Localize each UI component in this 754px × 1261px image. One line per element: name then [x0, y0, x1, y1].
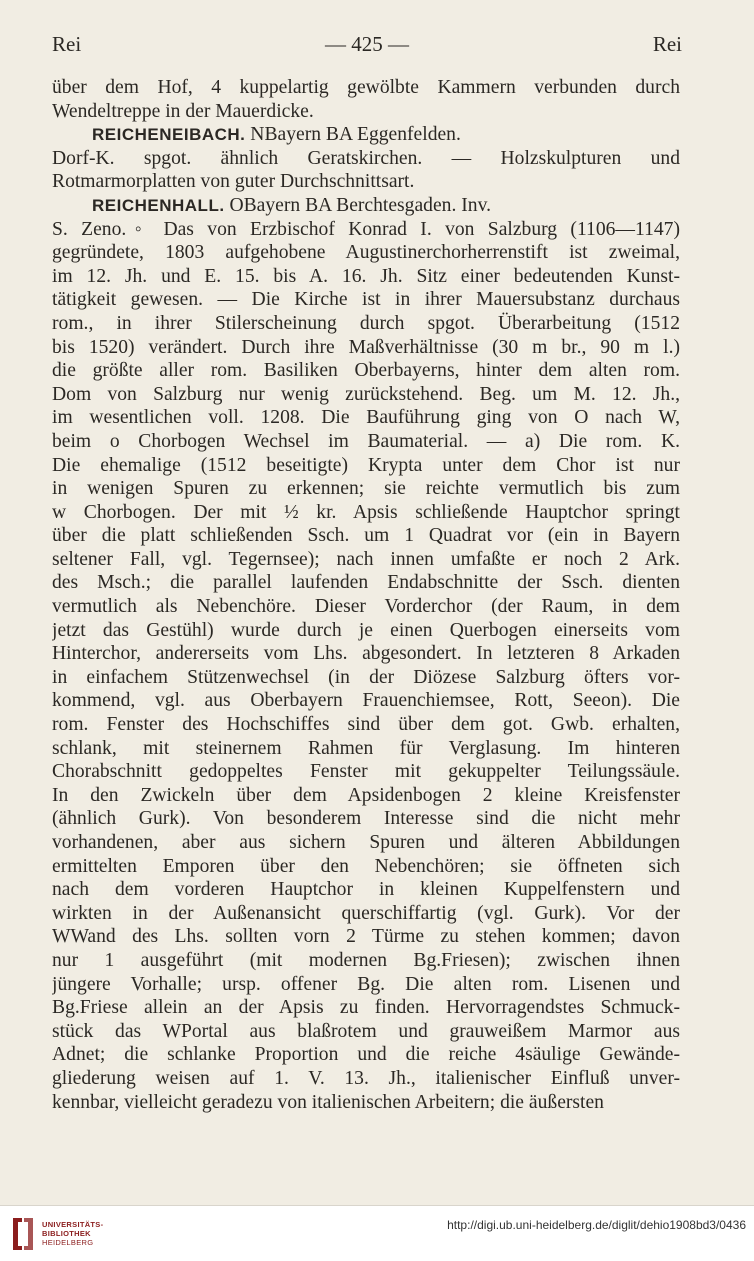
header-left-keyword: Rei	[52, 32, 82, 56]
text-line: rom., in ihrer Stilerscheinung durch spgot. Überarbeitung (1512	[52, 312, 680, 334]
text-line: nach dem vorderen Hauptchor in kleinen Kuppelfenstern und	[52, 879, 680, 901]
digitization-footer	[0, 1205, 754, 1261]
text-line: seltener Fall, vgl. Tegernsee); nach innen umfaßte er noch 2 Ark.	[52, 548, 680, 570]
text-line: nur 1 ausgeführt (mit modernen Bg.Friesen); zwischen ihnen	[52, 949, 680, 971]
text-line: jetzt das Gestühl) wurde durch je einen Querbogen einerseits vom	[52, 619, 680, 641]
text-line: Bg.Friese allein an der Apsis zu finden. Hervorragendstes Schmuck-	[52, 997, 680, 1019]
entry-heading-reichenhall: REICHENHALL. OBayern BA Berchtesgaden. Inv.	[92, 194, 492, 216]
text-line: WWand des Lhs. sollten vorn 2 Türme zu stehen kommen; davon	[52, 926, 680, 948]
text-line: S. Zeno.◦ Das von Erzbischof Konrad I. von Salzburg (1106—1147)	[52, 218, 680, 240]
text-line: wirkten in der Außenansicht querschiffartig (vgl. Gurk). Vor der	[52, 902, 680, 924]
text-line: Die ehemalige (1512 beseitigte) Krypta unter dem Chor ist nur	[52, 454, 680, 476]
text-line: gliederung weisen auf 1. V. 13. Jh., italienischer Einfluß unver-	[52, 1067, 680, 1089]
text-line: Wendeltreppe in der Mauerdicke.	[52, 100, 314, 122]
text-line: vorhandenen, aber aus sichern Spuren und älteren Abbildungen	[52, 832, 680, 853]
entry-heading-reicheneibach: REICHENEIBACH. NBayern BA Eggenfelden.	[92, 124, 461, 146]
text-line: In den Zwickeln über dem Apsidenbogen 2 kleine Kreisfenster	[52, 784, 680, 806]
text-line: kommend, vgl. aus Oberbayern Frauenchiemsee, Rott, Seeon). Die	[52, 690, 680, 712]
text-line: über dem Hof, 4 kuppelartig gewölbte Kammern verbunden durch	[52, 77, 680, 98]
text-line: w Chorbogen. Der mit ½ kr. Apsis schließende Hauptchor springt	[52, 501, 680, 523]
header-right-keyword: Rei	[652, 32, 682, 56]
text-line: Hinterchor, andererseits vom Lhs. abgesondert. In letzteren 8 Arkaden	[52, 643, 680, 665]
text-line: die größte aller rom. Basiliken Oberbayerns, hinter dem alten rom.	[52, 360, 680, 382]
page-number: — 425 —	[325, 32, 409, 56]
text-line: ermittelten Emporen über den Nebenchören; sie öffneten sich	[52, 855, 680, 877]
text-line: gegründete, 1803 aufgehobene Augustinerchorherrenstift ist zweimal,	[52, 242, 680, 264]
text-line: vermutlich als Nebenchöre. Dieser Vorderchor (der Raum, in dem	[52, 596, 680, 618]
running-header	[52, 32, 682, 62]
text-line: bis 1520) verändert. Durch ihre Maßverhältnisse (30 m br., 90 m l.)	[52, 336, 680, 358]
text-line: beim o Chorbogen Wechsel im Baumaterial. — a) Die rom. K.	[52, 430, 680, 452]
text-line: Dorf-K. spgot. ähnlich Geratskirchen. — Holzskulpturen und	[52, 147, 680, 169]
university-library-logo-icon	[10, 1216, 36, 1252]
body-text	[52, 76, 680, 1114]
text-line: Rotmarmorplatten von guter Durchschnittsart.	[52, 171, 415, 193]
text-line: Adnet; die schlanke Proportion und die reiche 4säulige Gewände-	[52, 1044, 680, 1066]
text-line: stück das WPortal aus blaßrotem und grauweißem Marmor aus	[52, 1020, 680, 1042]
text-line: tätigkeit gewesen. — Die Kirche ist in ihrer Mauersubstanz durchaus	[52, 289, 680, 311]
text-line: im 12. Jh. und E. 15. bis A. 16. Jh. Sitz einer bedeutenden Kunst-	[52, 265, 680, 287]
text-line: über die platt schließenden Ssch. um 1 Quadrat vor (ein in Bayern	[52, 525, 680, 547]
text-line: im wesentlichen voll. 1208. Die Bauführung ging von O nach W,	[52, 407, 680, 429]
text-line: (ähnlich Gurk). Von besonderem Interesse sind die nicht mehr	[52, 808, 680, 830]
text-line: rom. Fenster des Hochschiffes sind über dem got. Gwb. erhalten,	[52, 714, 680, 736]
library-name: UNIVERSITÄTS- BIBLIOTHEK HEIDELBERG	[42, 1220, 104, 1247]
text-line: schlank, mit steinernem Rahmen für Verglasung. Im hinteren	[52, 737, 680, 759]
text-line: in einfachem Stützenwechsel (in der Diözese Salzburg öfters vor-	[52, 666, 680, 688]
source-url-link[interactable]: http://digi.ub.uni-heidelberg.de/diglit/dehio1908bd3/0436	[447, 1218, 746, 1232]
text-line: Chorabschnitt gedoppeltes Fenster mit gekuppelter Teilungssäule.	[52, 761, 680, 783]
text-line: in wenigen Spuren zu erkennen; sie reichte vermutlich bis zum	[52, 478, 680, 500]
text-line: jüngere Vorhalle; ursp. offener Bg. Die alten rom. Lisenen und	[52, 973, 680, 995]
text-line: des Msch.; die parallel laufenden Endabschnitte der Ssch. dienten	[52, 572, 680, 594]
text-line: Dom von Salzburg nur wenig zurückstehend. Beg. um M. 12. Jh.,	[52, 383, 680, 405]
text-line: kennbar, vielleicht geradezu von italienischen Arbeitern; die äußersten	[52, 1091, 604, 1113]
